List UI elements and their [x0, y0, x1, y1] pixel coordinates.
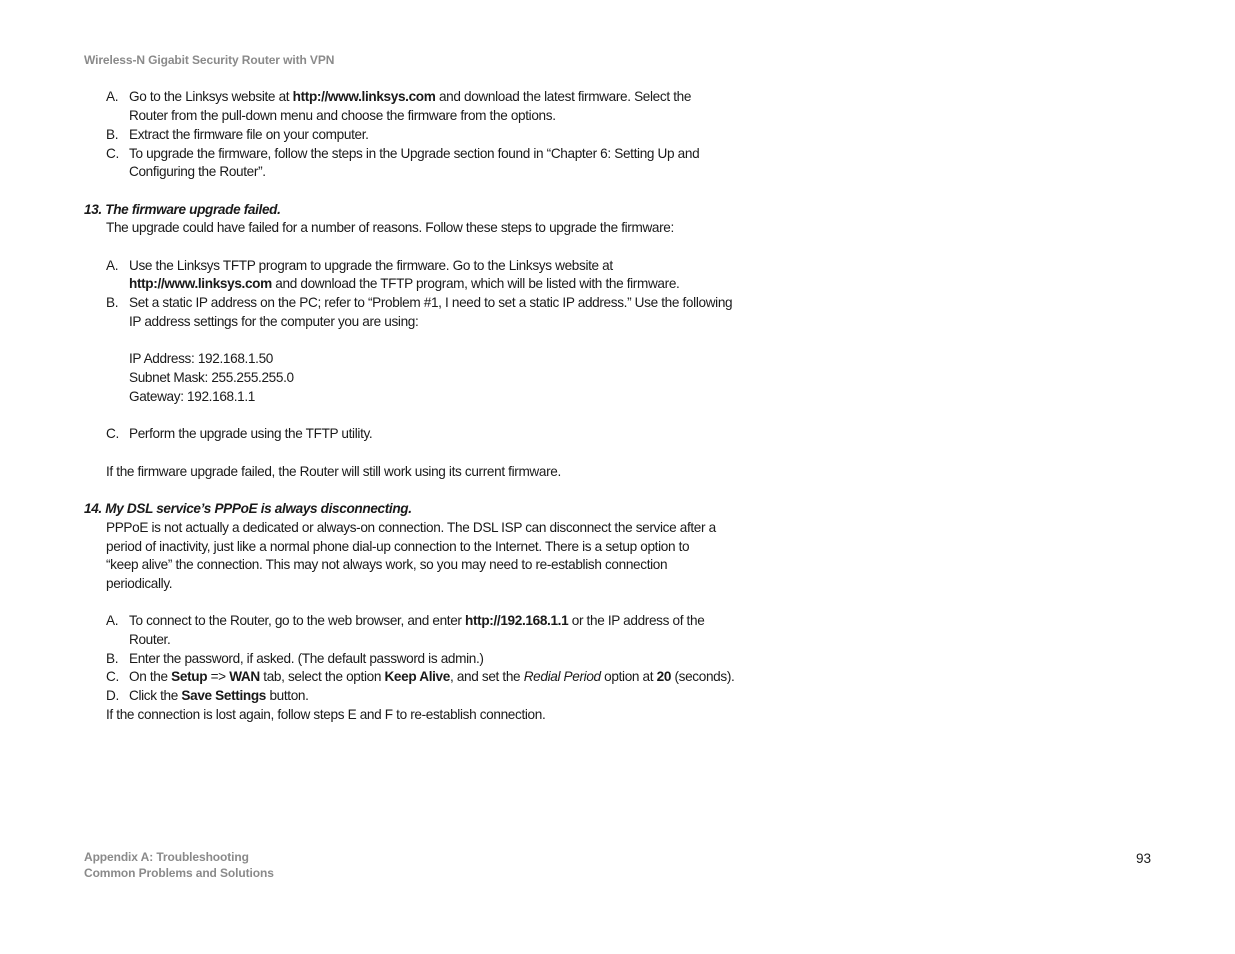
section-13-closing: If the firmware upgrade failed, the Router will still work using its current firmware.: [106, 464, 561, 479]
document-header-title: Wireless-N Gigabit Security Router with VPN: [84, 53, 335, 67]
router-url: http://192.168.1.1: [465, 613, 569, 628]
keep-alive-term: Keep Alive: [384, 669, 450, 684]
linksys-url: http://www.linksys.com: [129, 276, 272, 291]
step-letter: C.: [106, 426, 119, 441]
text: Go to the Linksys website at: [129, 89, 293, 104]
text: To connect to the Router, go to the web browser, and enter: [129, 613, 466, 628]
step-a-line-2: Router from the pull-down menu and choose the firmware from the options.: [129, 108, 556, 123]
step-b-line-1: Enter the password, if asked. (The default password is admin.): [129, 651, 484, 666]
step-letter: B.: [106, 295, 119, 310]
step-a-line-1: [129, 613, 704, 628]
section-14-heading: 14. My DSL service’s PPPoE is always disconnecting.: [84, 501, 412, 516]
text: option at: [600, 669, 657, 684]
step-b-line-1: Extract the firmware file on your computer.: [129, 127, 369, 142]
text: =>: [207, 669, 230, 684]
step-letter: D.: [106, 688, 119, 703]
section-14-paragraph-line: PPPoE is not actually a dedicated or always-on connection. The DSL ISP can disconnect the service after a: [106, 520, 716, 535]
step-letter: A.: [106, 89, 119, 104]
text: and download the latest firmware. Select the: [435, 89, 692, 104]
text: and download the TFTP program, which will be listed with the firmware.: [271, 276, 680, 291]
section-14-paragraph-line: periodically.: [106, 576, 173, 591]
step-a-line-1: [129, 89, 691, 104]
step-d-line-1: [129, 688, 309, 703]
step-letter: B.: [106, 127, 119, 142]
step-a-line-2: [129, 276, 679, 291]
step-c-line-2: Configuring the Router”.: [129, 164, 266, 179]
subnet-mask-setting: Subnet Mask: 255.255.255.0: [129, 370, 294, 385]
step-b-line-2: IP address settings for the computer you are using:: [129, 314, 419, 329]
page-number: 93: [1136, 851, 1152, 866]
save-settings-term: Save Settings: [181, 688, 267, 703]
section-14-paragraph-line: “keep alive” the connection. This may not always work, so you may need to re-establish connection: [106, 557, 668, 572]
footer-section: Common Problems and Solutions: [84, 866, 274, 880]
section-13-heading: 13. The firmware upgrade failed.: [84, 202, 281, 217]
ip-address-setting: IP Address: 192.168.1.50: [129, 351, 274, 366]
redial-period-term: Redial Period: [523, 669, 601, 684]
step-a-line-2: Router.: [129, 632, 171, 647]
text: , and set the: [449, 669, 524, 684]
section-14-paragraph-line: period of inactivity, just like a normal phone dial-up connection to the Internet. There is a setup option to: [106, 539, 690, 554]
text: button.: [266, 688, 309, 703]
wan-term: WAN: [229, 669, 260, 684]
text: Click the: [129, 688, 182, 703]
step-letter: A.: [106, 258, 119, 273]
section-13-intro: The upgrade could have failed for a number of reasons. Follow these steps to upgrade the firmware:: [106, 220, 674, 235]
redial-value: 20: [656, 669, 672, 684]
step-c-line-1: Perform the upgrade using the TFTP utility.: [129, 426, 373, 441]
text: On the: [129, 669, 172, 684]
step-letter: C.: [106, 146, 119, 161]
step-b-line-1: Set a static IP address on the PC; refer to “Problem #1, I need to set a static IP address.” Use the following: [129, 295, 733, 310]
step-c-line-1: To upgrade the firmware, follow the steps in the Upgrade section found in “Chapter 6: Setting Up and: [129, 146, 700, 161]
gateway-setting: Gateway: 192.168.1.1: [129, 389, 256, 404]
linksys-url: http://www.linksys.com: [292, 89, 436, 104]
text: or the IP address of the: [568, 613, 705, 628]
step-c-line-1: [129, 669, 734, 684]
step-a-line-1: Use the Linksys TFTP program to upgrade the firmware. Go to the Linksys website at: [129, 258, 613, 273]
setup-term: Setup: [171, 669, 208, 684]
footer-chapter: Appendix A: Troubleshooting: [84, 850, 249, 864]
section-14-closing: If the connection is lost again, follow steps E and F to re-establish connection.: [106, 707, 546, 722]
step-letter: C.: [106, 669, 119, 684]
text: (seconds).: [671, 669, 735, 684]
step-letter: A.: [106, 613, 119, 628]
step-letter: B.: [106, 651, 119, 666]
text: tab, select the option: [259, 669, 385, 684]
